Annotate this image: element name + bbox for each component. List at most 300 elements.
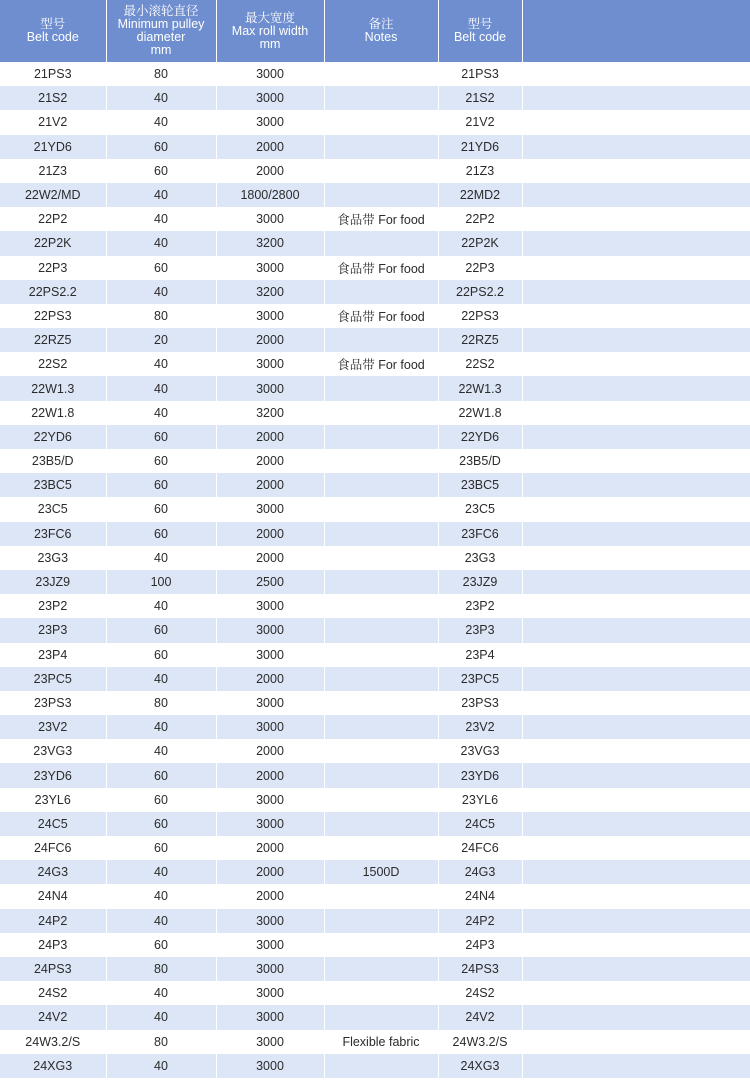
table-row (0, 207, 750, 231)
cell-belt-code: 22RZ5 (0, 328, 106, 352)
cell-max-roll-width: 2000 (216, 522, 324, 546)
cell-belt-code-2: 22MD2 (438, 183, 522, 207)
cell-max-roll-width: 3200 (216, 231, 324, 255)
cell-belt-code-2: 22PS3 (438, 304, 522, 328)
cell-max-roll-width: 3000 (216, 594, 324, 618)
cell-min-pulley-diameter: 40 (106, 86, 216, 110)
table-row (0, 401, 750, 425)
cell-max-roll-width: 2000 (216, 449, 324, 473)
cell-min-pulley-diameter: 40 (106, 1054, 216, 1078)
cell-belt-code-2: 23PC5 (438, 667, 522, 691)
cell-max-roll-width: 3000 (216, 933, 324, 957)
cell-belt-code: 22P2K (0, 231, 106, 255)
cell-belt-code: 24P3 (0, 933, 106, 957)
cell-notes (324, 1054, 438, 1078)
cell-min-pulley-diameter: 40 (106, 183, 216, 207)
cell-belt-code-2: 24G3 (438, 860, 522, 884)
table-row (0, 376, 750, 400)
cell-empty (522, 667, 750, 691)
header-belt-code-2 (438, 0, 522, 62)
cell-min-pulley-diameter: 40 (106, 715, 216, 739)
cell-notes (324, 570, 438, 594)
cell-belt-code: 22P2 (0, 207, 106, 231)
cell-belt-code-2: 23FC6 (438, 522, 522, 546)
cell-min-pulley-diameter: 40 (106, 860, 216, 884)
cell-empty (522, 933, 750, 957)
cell-belt-code: 24XG3 (0, 1054, 106, 1078)
cell-max-roll-width: 3000 (216, 1005, 324, 1029)
cell-belt-code-2: 23P4 (438, 643, 522, 667)
cell-notes (324, 957, 438, 981)
table-row (0, 836, 750, 860)
cell-belt-code-2: 23G3 (438, 546, 522, 570)
cell-notes (324, 62, 438, 86)
cell-belt-code-2: 23PS3 (438, 691, 522, 715)
cell-notes (324, 909, 438, 933)
table-row (0, 256, 750, 280)
cell-min-pulley-diameter: 40 (106, 884, 216, 908)
cell-max-roll-width: 3000 (216, 691, 324, 715)
table-row (0, 933, 750, 957)
cell-notes (324, 715, 438, 739)
header-label: 备注 (368, 17, 394, 31)
cell-empty (522, 594, 750, 618)
cell-belt-code-2: 22YD6 (438, 425, 522, 449)
table-row (0, 86, 750, 110)
cell-belt-code-2: 23P2 (438, 594, 522, 618)
cell-min-pulley-diameter: 60 (106, 256, 216, 280)
cell-max-roll-width: 3000 (216, 1030, 324, 1054)
cell-notes (324, 401, 438, 425)
table-row (0, 183, 750, 207)
cell-belt-code: 23FC6 (0, 522, 106, 546)
cell-min-pulley-diameter: 60 (106, 788, 216, 812)
cell-empty (522, 86, 750, 110)
cell-max-roll-width: 3000 (216, 618, 324, 642)
cell-empty (522, 280, 750, 304)
cell-belt-code: 22PS3 (0, 304, 106, 328)
cell-empty (522, 110, 750, 134)
header-label: Notes (364, 30, 398, 44)
cell-max-roll-width: 3000 (216, 352, 324, 376)
cell-notes (324, 231, 438, 255)
cell-empty (522, 328, 750, 352)
cell-belt-code: 23P3 (0, 618, 106, 642)
table-row (0, 304, 750, 328)
cell-belt-code-2: 22P3 (438, 256, 522, 280)
cell-empty (522, 643, 750, 667)
table-row (0, 739, 750, 763)
cell-belt-code: 23P2 (0, 594, 106, 618)
cell-notes (324, 473, 438, 497)
table-row (0, 449, 750, 473)
cell-belt-code-2: 22W1.8 (438, 401, 522, 425)
table-row (0, 643, 750, 667)
cell-belt-code: 24C5 (0, 812, 106, 836)
cell-notes (324, 183, 438, 207)
cell-belt-code-2: 23B5/D (438, 449, 522, 473)
cell-notes (324, 425, 438, 449)
cell-belt-code-2: 23V2 (438, 715, 522, 739)
cell-min-pulley-diameter: 40 (106, 909, 216, 933)
cell-belt-code: 23YD6 (0, 763, 106, 787)
cell-empty (522, 812, 750, 836)
cell-min-pulley-diameter: 100 (106, 570, 216, 594)
table-row (0, 280, 750, 304)
cell-empty (522, 449, 750, 473)
table-row (0, 110, 750, 134)
cell-belt-code-2: 22W1.3 (438, 376, 522, 400)
cell-notes (324, 618, 438, 642)
cell-empty (522, 159, 750, 183)
cell-belt-code: 24S2 (0, 981, 106, 1005)
cell-belt-code: 22W1.3 (0, 376, 106, 400)
cell-belt-code-2: 23YD6 (438, 763, 522, 787)
cell-notes: 食品带 For food (324, 304, 438, 328)
table-row (0, 1054, 750, 1078)
cell-empty (522, 981, 750, 1005)
cell-notes (324, 594, 438, 618)
cell-min-pulley-diameter: 40 (106, 376, 216, 400)
cell-empty (522, 1005, 750, 1029)
cell-min-pulley-diameter: 60 (106, 836, 216, 860)
cell-notes: 食品带 For food (324, 207, 438, 231)
table-row (0, 135, 750, 159)
header-label: mm (259, 36, 281, 51)
table-row (0, 352, 750, 376)
table-body (0, 62, 750, 1078)
cell-max-roll-width: 3000 (216, 62, 324, 86)
cell-min-pulley-diameter: 80 (106, 304, 216, 328)
cell-max-roll-width: 2000 (216, 836, 324, 860)
cell-belt-code: 21S2 (0, 86, 106, 110)
cell-belt-code: 24P2 (0, 909, 106, 933)
table-row (0, 522, 750, 546)
cell-notes (324, 522, 438, 546)
table-row (0, 570, 750, 594)
table-row (0, 788, 750, 812)
cell-max-roll-width: 2000 (216, 425, 324, 449)
cell-notes (324, 135, 438, 159)
cell-notes (324, 691, 438, 715)
cell-max-roll-width: 1800/2800 (216, 183, 324, 207)
cell-belt-code-2: 24P3 (438, 933, 522, 957)
cell-max-roll-width: 2000 (216, 667, 324, 691)
header-label: 型号 (40, 17, 66, 31)
cell-max-roll-width: 3000 (216, 715, 324, 739)
table-row (0, 62, 750, 86)
cell-notes (324, 546, 438, 570)
cell-max-roll-width: 2000 (216, 884, 324, 908)
table-row (0, 957, 750, 981)
cell-max-roll-width: 2000 (216, 546, 324, 570)
cell-notes: 食品带 For food (324, 352, 438, 376)
cell-min-pulley-diameter: 40 (106, 594, 216, 618)
cell-notes: Flexible fabric (324, 1030, 438, 1054)
cell-empty (522, 183, 750, 207)
cell-belt-code: 23V2 (0, 715, 106, 739)
cell-empty (522, 352, 750, 376)
cell-belt-code: 21V2 (0, 110, 106, 134)
cell-empty (522, 570, 750, 594)
table-row (0, 981, 750, 1005)
cell-max-roll-width: 3000 (216, 909, 324, 933)
cell-min-pulley-diameter: 20 (106, 328, 216, 352)
cell-belt-code: 22YD6 (0, 425, 106, 449)
cell-min-pulley-diameter: 60 (106, 522, 216, 546)
cell-belt-code: 23B5/D (0, 449, 106, 473)
cell-empty (522, 376, 750, 400)
header-empty (522, 0, 750, 62)
cell-notes (324, 449, 438, 473)
cell-min-pulley-diameter: 60 (106, 449, 216, 473)
cell-belt-code-2: 24W3.2/S (438, 1030, 522, 1054)
cell-min-pulley-diameter: 40 (106, 981, 216, 1005)
cell-empty (522, 788, 750, 812)
cell-min-pulley-diameter: 40 (106, 280, 216, 304)
cell-max-roll-width: 3000 (216, 1054, 324, 1078)
header-label: Minimum pulley (117, 17, 205, 31)
cell-notes (324, 376, 438, 400)
cell-min-pulley-diameter: 60 (106, 159, 216, 183)
cell-empty (522, 546, 750, 570)
header-label: mm (150, 43, 172, 57)
cell-belt-code: 22W1.8 (0, 401, 106, 425)
table-row (0, 909, 750, 933)
cell-belt-code-2: 23C5 (438, 497, 522, 521)
cell-belt-code-2: 21V2 (438, 110, 522, 134)
cell-belt-code-2: 23JZ9 (438, 570, 522, 594)
cell-belt-code: 21YD6 (0, 135, 106, 159)
cell-belt-code: 22P3 (0, 256, 106, 280)
table-row (0, 763, 750, 787)
cell-notes (324, 110, 438, 134)
cell-max-roll-width: 2000 (216, 739, 324, 763)
cell-empty (522, 401, 750, 425)
cell-max-roll-width: 3000 (216, 981, 324, 1005)
cell-belt-code-2: 22S2 (438, 352, 522, 376)
cell-empty (522, 304, 750, 328)
cell-max-roll-width: 3000 (216, 788, 324, 812)
cell-belt-code: 23G3 (0, 546, 106, 570)
cell-belt-code-2: 24FC6 (438, 836, 522, 860)
cell-max-roll-width: 2000 (216, 159, 324, 183)
cell-min-pulley-diameter: 40 (106, 207, 216, 231)
cell-notes (324, 643, 438, 667)
cell-belt-code-2: 23YL6 (438, 788, 522, 812)
table-row (0, 1030, 750, 1054)
cell-empty (522, 256, 750, 280)
header-label: Max roll width (231, 23, 309, 38)
cell-notes (324, 497, 438, 521)
table-row (0, 618, 750, 642)
cell-empty (522, 860, 750, 884)
table-header-row (0, 0, 750, 62)
table-row (0, 715, 750, 739)
cell-min-pulley-diameter: 60 (106, 135, 216, 159)
table-row (0, 546, 750, 570)
cell-belt-code: 22PS2.2 (0, 280, 106, 304)
table-row (0, 159, 750, 183)
cell-max-roll-width: 3000 (216, 110, 324, 134)
cell-notes (324, 328, 438, 352)
cell-empty (522, 1054, 750, 1078)
cell-belt-code-2: 24XG3 (438, 1054, 522, 1078)
cell-belt-code-2: 21S2 (438, 86, 522, 110)
cell-belt-code: 24N4 (0, 884, 106, 908)
cell-belt-code-2: 23P3 (438, 618, 522, 642)
cell-belt-code-2: 24P2 (438, 909, 522, 933)
cell-belt-code-2: 24C5 (438, 812, 522, 836)
cell-min-pulley-diameter: 40 (106, 110, 216, 134)
cell-notes (324, 788, 438, 812)
cell-empty (522, 884, 750, 908)
header-label: Belt code (26, 30, 79, 44)
table-row (0, 328, 750, 352)
cell-empty (522, 691, 750, 715)
table-row (0, 594, 750, 618)
cell-empty (522, 497, 750, 521)
cell-empty (522, 763, 750, 787)
cell-belt-code: 21Z3 (0, 159, 106, 183)
cell-belt-code-2: 22RZ5 (438, 328, 522, 352)
cell-notes (324, 884, 438, 908)
cell-max-roll-width: 3200 (216, 401, 324, 425)
cell-max-roll-width: 2000 (216, 328, 324, 352)
cell-min-pulley-diameter: 60 (106, 497, 216, 521)
cell-empty (522, 1030, 750, 1054)
cell-max-roll-width: 3000 (216, 304, 324, 328)
cell-max-roll-width: 3000 (216, 957, 324, 981)
cell-belt-code: 23BC5 (0, 473, 106, 497)
cell-belt-code: 22W2/MD (0, 183, 106, 207)
cell-notes (324, 933, 438, 957)
cell-notes: 1500D (324, 860, 438, 884)
cell-max-roll-width: 2000 (216, 860, 324, 884)
header-label: diameter (136, 30, 186, 44)
cell-belt-code-2: 24N4 (438, 884, 522, 908)
cell-belt-code: 22S2 (0, 352, 106, 376)
cell-min-pulley-diameter: 60 (106, 933, 216, 957)
cell-belt-code: 24W3.2/S (0, 1030, 106, 1054)
cell-belt-code-2: 22P2K (438, 231, 522, 255)
table-row (0, 860, 750, 884)
header-belt-code (0, 0, 106, 62)
cell-empty (522, 231, 750, 255)
cell-min-pulley-diameter: 60 (106, 812, 216, 836)
header-min-pulley-diameter (106, 0, 216, 62)
cell-belt-code-2: 23VG3 (438, 739, 522, 763)
cell-belt-code: 24PS3 (0, 957, 106, 981)
cell-belt-code-2: 24PS3 (438, 957, 522, 981)
cell-belt-code-2: 22PS2.2 (438, 280, 522, 304)
cell-belt-code: 21PS3 (0, 62, 106, 86)
cell-max-roll-width: 3000 (216, 497, 324, 521)
cell-empty (522, 836, 750, 860)
cell-min-pulley-diameter: 40 (106, 1005, 216, 1029)
cell-notes (324, 1005, 438, 1029)
cell-min-pulley-diameter: 80 (106, 691, 216, 715)
cell-empty (522, 473, 750, 497)
table-row (0, 497, 750, 521)
cell-notes (324, 981, 438, 1005)
cell-max-roll-width: 2000 (216, 763, 324, 787)
header-label: Belt code (453, 30, 507, 44)
cell-belt-code-2: 24V2 (438, 1005, 522, 1029)
cell-max-roll-width: 3000 (216, 256, 324, 280)
cell-max-roll-width: 3000 (216, 812, 324, 836)
cell-notes (324, 86, 438, 110)
table-row (0, 812, 750, 836)
cell-belt-code-2: 21Z3 (438, 159, 522, 183)
table-row (0, 884, 750, 908)
table-row (0, 231, 750, 255)
cell-empty (522, 739, 750, 763)
cell-min-pulley-diameter: 40 (106, 546, 216, 570)
cell-min-pulley-diameter: 60 (106, 763, 216, 787)
cell-belt-code: 24V2 (0, 1005, 106, 1029)
table-row (0, 667, 750, 691)
cell-notes (324, 280, 438, 304)
cell-empty (522, 135, 750, 159)
cell-notes (324, 739, 438, 763)
cell-belt-code-2: 21PS3 (438, 62, 522, 86)
cell-notes (324, 667, 438, 691)
cell-min-pulley-diameter: 40 (106, 739, 216, 763)
cell-max-roll-width: 3000 (216, 376, 324, 400)
cell-empty (522, 62, 750, 86)
cell-belt-code-2: 23BC5 (438, 473, 522, 497)
cell-notes (324, 159, 438, 183)
cell-belt-code: 23YL6 (0, 788, 106, 812)
cell-empty (522, 207, 750, 231)
cell-min-pulley-diameter: 60 (106, 643, 216, 667)
header-label: 型号 (467, 17, 493, 31)
cell-min-pulley-diameter: 40 (106, 401, 216, 425)
table-row (0, 1005, 750, 1029)
cell-belt-code-2: 21YD6 (438, 135, 522, 159)
cell-belt-code: 23PC5 (0, 667, 106, 691)
header-notes (324, 0, 438, 62)
table-row (0, 473, 750, 497)
cell-belt-code: 24G3 (0, 860, 106, 884)
cell-belt-code: 23PS3 (0, 691, 106, 715)
cell-belt-code: 23VG3 (0, 739, 106, 763)
table-row (0, 425, 750, 449)
cell-max-roll-width: 3200 (216, 280, 324, 304)
cell-belt-code: 23P4 (0, 643, 106, 667)
cell-notes (324, 763, 438, 787)
cell-empty (522, 618, 750, 642)
cell-notes (324, 836, 438, 860)
cell-min-pulley-diameter: 60 (106, 618, 216, 642)
cell-empty (522, 957, 750, 981)
cell-empty (522, 522, 750, 546)
cell-min-pulley-diameter: 40 (106, 231, 216, 255)
cell-max-roll-width: 2000 (216, 135, 324, 159)
cell-belt-code: 24FC6 (0, 836, 106, 860)
cell-belt-code-2: 24S2 (438, 981, 522, 1005)
cell-max-roll-width: 3000 (216, 207, 324, 231)
cell-belt-code-2: 22P2 (438, 207, 522, 231)
cell-max-roll-width: 2000 (216, 473, 324, 497)
cell-notes (324, 812, 438, 836)
cell-min-pulley-diameter: 80 (106, 62, 216, 86)
header-max-roll-width (216, 0, 324, 62)
cell-min-pulley-diameter: 40 (106, 352, 216, 376)
cell-min-pulley-diameter: 80 (106, 957, 216, 981)
header-label: 最小滚轮直径 (123, 4, 199, 18)
